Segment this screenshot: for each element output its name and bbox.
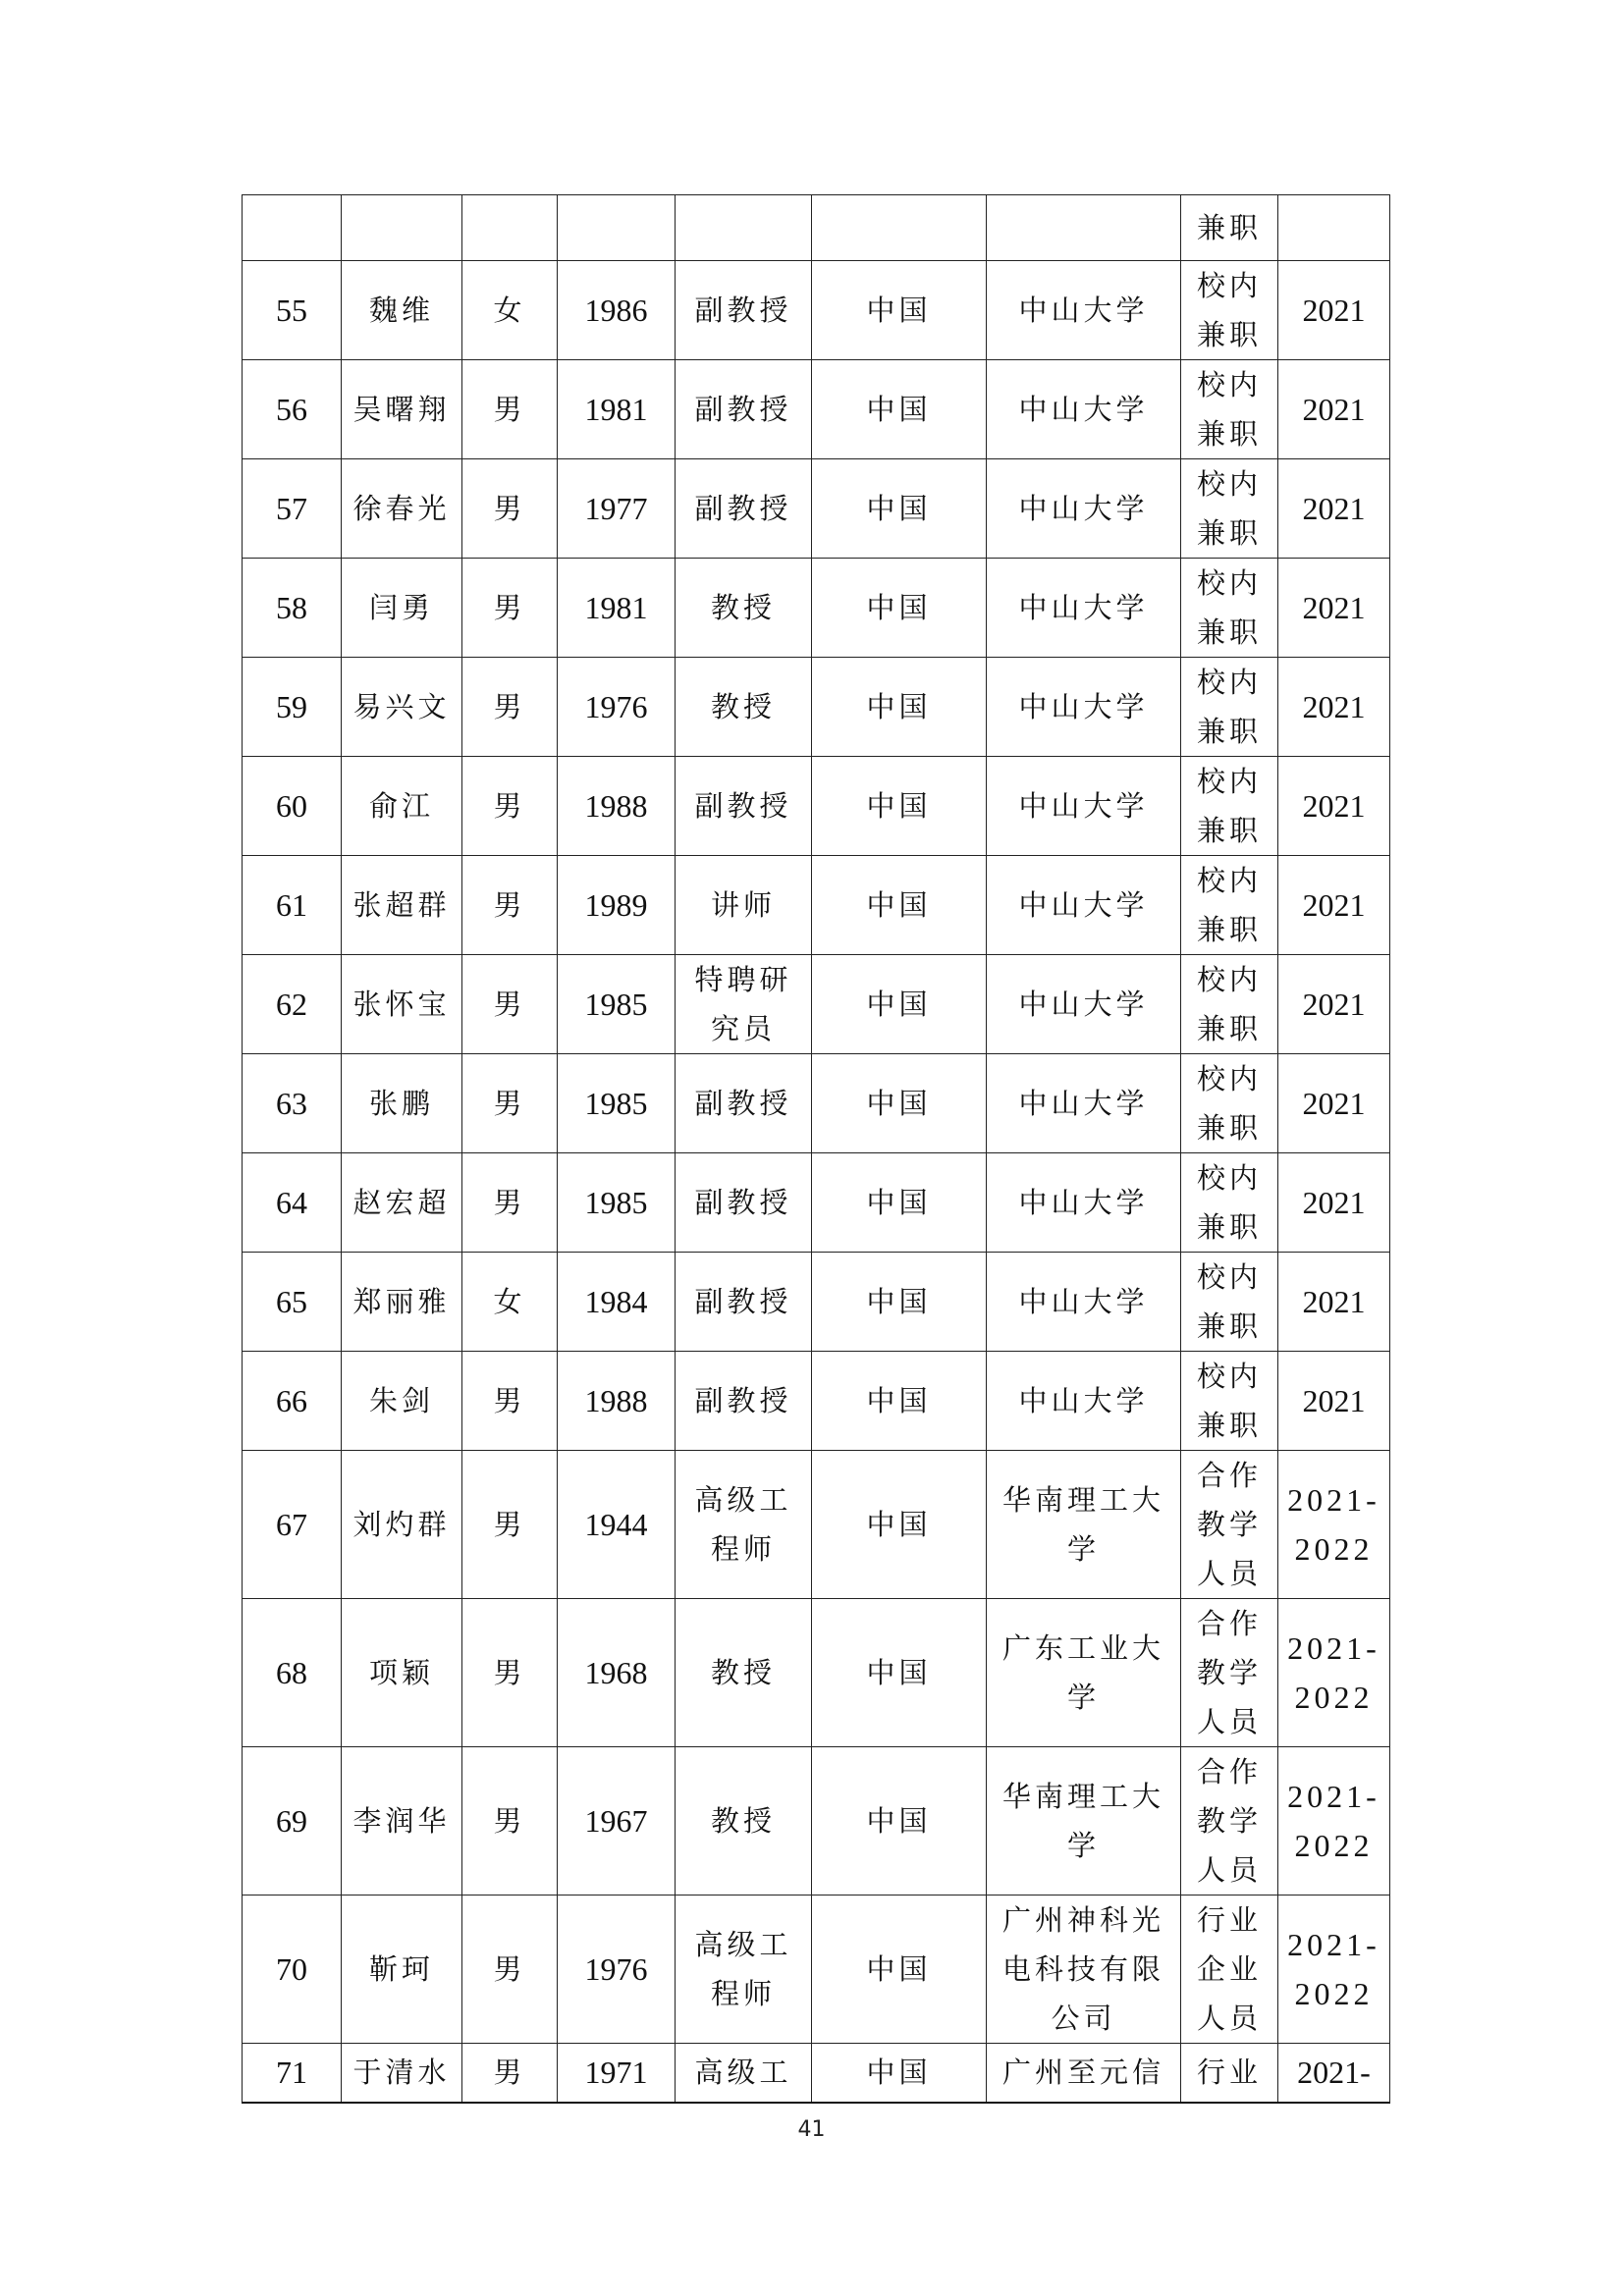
cell-carry-title xyxy=(676,195,812,261)
cell-period: 2021 xyxy=(1278,1153,1390,1253)
table-row xyxy=(243,1054,1390,1153)
cell-title: 高级工 xyxy=(676,2044,812,2103)
cell-country: 中国 xyxy=(812,658,987,757)
cell-year: 1985 xyxy=(558,955,676,1054)
cell-country: 中国 xyxy=(812,1253,987,1352)
cell-no: 71 xyxy=(243,2044,342,2103)
table-row xyxy=(243,1253,1390,1352)
cell-type: 合作 教学 人员 xyxy=(1181,1599,1278,1747)
table-row xyxy=(243,1896,1390,2044)
cell-org: 中山大学 xyxy=(987,955,1181,1054)
cell-carry-no xyxy=(243,195,342,261)
cell-org: 广东工业大 学 xyxy=(987,1599,1181,1747)
table-row xyxy=(243,658,1390,757)
cell-gender: 男 xyxy=(462,1747,558,1896)
cell-org: 中山大学 xyxy=(987,1352,1181,1451)
cell-title: 特聘研 究员 xyxy=(676,955,812,1054)
cell-country: 中国 xyxy=(812,1153,987,1253)
table-row xyxy=(243,559,1390,658)
cell-title: 高级工 程师 xyxy=(676,1896,812,2044)
cell-period: 2021 xyxy=(1278,757,1390,856)
cell-org: 中山大学 xyxy=(987,757,1181,856)
cell-year: 1985 xyxy=(558,1054,676,1153)
cell-title: 副教授 xyxy=(676,261,812,360)
cell-type: 校内 兼职 xyxy=(1181,856,1278,955)
cell-period: 2021 xyxy=(1278,856,1390,955)
cell-carry-name xyxy=(342,195,462,261)
cell-period: 2021 xyxy=(1278,1054,1390,1153)
cell-carry-period xyxy=(1278,195,1390,261)
table-row xyxy=(243,1352,1390,1451)
cell-type: 合作 教学 人员 xyxy=(1181,1747,1278,1896)
cell-gender: 男 xyxy=(462,757,558,856)
cell-type: 校内 兼职 xyxy=(1181,1352,1278,1451)
cell-name: 魏维 xyxy=(342,261,462,360)
table-row xyxy=(243,757,1390,856)
cell-country: 中国 xyxy=(812,1599,987,1747)
cell-period: 2021- 2022 xyxy=(1278,1599,1390,1747)
cell-carry-org xyxy=(987,195,1181,261)
cell-gender: 男 xyxy=(462,1153,558,1253)
cell-no: 62 xyxy=(243,955,342,1054)
cell-country: 中国 xyxy=(812,559,987,658)
cell-org: 中山大学 xyxy=(987,559,1181,658)
cell-period: 2021- 2022 xyxy=(1278,1896,1390,2044)
cell-type: 校内 兼职 xyxy=(1181,955,1278,1054)
cell-period: 2021 xyxy=(1278,559,1390,658)
cell-year: 1971 xyxy=(558,2044,676,2103)
cell-org: 中山大学 xyxy=(987,1054,1181,1153)
cell-gender: 男 xyxy=(462,955,558,1054)
cell-year: 1989 xyxy=(558,856,676,955)
cell-name: 张鹏 xyxy=(342,1054,462,1153)
cell-no: 55 xyxy=(243,261,342,360)
cell-year: 1977 xyxy=(558,459,676,559)
cell-name: 李润华 xyxy=(342,1747,462,1896)
cell-country: 中国 xyxy=(812,1352,987,1451)
cell-year: 1976 xyxy=(558,1896,676,2044)
cell-type: 校内 兼职 xyxy=(1181,658,1278,757)
cell-carry-gender xyxy=(462,195,558,261)
cell-title: 副教授 xyxy=(676,1352,812,1451)
cell-gender: 男 xyxy=(462,360,558,459)
cell-gender: 男 xyxy=(462,1599,558,1747)
table-row xyxy=(243,459,1390,559)
cell-title: 副教授 xyxy=(676,459,812,559)
cell-type: 合作 教学 人员 xyxy=(1181,1451,1278,1599)
cell-name: 徐春光 xyxy=(342,459,462,559)
cell-org: 中山大学 xyxy=(987,658,1181,757)
cell-period: 2021 xyxy=(1278,955,1390,1054)
cell-carry-country xyxy=(812,195,987,261)
cell-year: 1988 xyxy=(558,757,676,856)
cell-type: 校内 兼职 xyxy=(1181,559,1278,658)
cell-title: 副教授 xyxy=(676,1054,812,1153)
cell-name: 赵宏超 xyxy=(342,1153,462,1253)
table-row xyxy=(243,1747,1390,1896)
cell-no: 67 xyxy=(243,1451,342,1599)
cell-type: 校内 兼职 xyxy=(1181,757,1278,856)
cell-type: 校内 兼职 xyxy=(1181,1153,1278,1253)
cell-title: 教授 xyxy=(676,658,812,757)
cell-org: 中山大学 xyxy=(987,360,1181,459)
cell-year: 1988 xyxy=(558,1352,676,1451)
cell-name: 张超群 xyxy=(342,856,462,955)
cell-year: 1944 xyxy=(558,1451,676,1599)
cell-no: 65 xyxy=(243,1253,342,1352)
table-row xyxy=(243,360,1390,459)
cell-title: 副教授 xyxy=(676,1153,812,1253)
cell-gender: 男 xyxy=(462,2044,558,2103)
cell-name: 闫勇 xyxy=(342,559,462,658)
cell-period: 2021 xyxy=(1278,360,1390,459)
cell-name: 靳珂 xyxy=(342,1896,462,2044)
table-body xyxy=(243,195,1390,2103)
cell-gender: 男 xyxy=(462,559,558,658)
table-row xyxy=(243,1153,1390,1253)
staff-table xyxy=(242,194,1390,2104)
cell-org: 中山大学 xyxy=(987,856,1181,955)
cell-gender: 男 xyxy=(462,658,558,757)
cell-year: 1976 xyxy=(558,658,676,757)
cell-name: 张怀宝 xyxy=(342,955,462,1054)
cell-title: 高级工 程师 xyxy=(676,1451,812,1599)
cell-gender: 男 xyxy=(462,1896,558,2044)
cell-gender: 男 xyxy=(462,1352,558,1451)
page-number: 41 xyxy=(797,2117,826,2142)
cell-country: 中国 xyxy=(812,1896,987,2044)
cell-year: 1967 xyxy=(558,1747,676,1896)
cell-title: 教授 xyxy=(676,559,812,658)
cell-gender: 男 xyxy=(462,1451,558,1599)
cell-no: 58 xyxy=(243,559,342,658)
cell-name: 于清水 xyxy=(342,2044,462,2103)
cell-no: 56 xyxy=(243,360,342,459)
cell-org: 中山大学 xyxy=(987,1153,1181,1253)
cell-country: 中国 xyxy=(812,1747,987,1896)
cell-name: 郑丽雅 xyxy=(342,1253,462,1352)
cell-country: 中国 xyxy=(812,360,987,459)
cell-no: 70 xyxy=(243,1896,342,2044)
cell-title: 教授 xyxy=(676,1747,812,1896)
cell-gender: 女 xyxy=(462,1253,558,1352)
cell-no: 60 xyxy=(243,757,342,856)
cell-org: 华南理工大 学 xyxy=(987,1747,1181,1896)
cell-year: 1984 xyxy=(558,1253,676,1352)
cell-name: 俞江 xyxy=(342,757,462,856)
cell-gender: 男 xyxy=(462,856,558,955)
cell-type: 校内 兼职 xyxy=(1181,360,1278,459)
cell-country: 中国 xyxy=(812,856,987,955)
cell-period: 2021 xyxy=(1278,1253,1390,1352)
cell-org: 中山大学 xyxy=(987,459,1181,559)
cell-type: 校内 兼职 xyxy=(1181,459,1278,559)
cell-type: 校内 兼职 xyxy=(1181,261,1278,360)
cell-name: 朱剑 xyxy=(342,1352,462,1451)
cell-no: 59 xyxy=(243,658,342,757)
cell-org: 中山大学 xyxy=(987,261,1181,360)
cell-no: 64 xyxy=(243,1153,342,1253)
cell-title: 副教授 xyxy=(676,360,812,459)
cell-carry-type: 兼职 xyxy=(1181,195,1278,261)
cell-org: 中山大学 xyxy=(987,1253,1181,1352)
cell-period: 2021- 2022 xyxy=(1278,1451,1390,1599)
table-row xyxy=(243,856,1390,955)
cell-period: 2021 xyxy=(1278,261,1390,360)
cell-name: 刘灼群 xyxy=(342,1451,462,1599)
cell-year: 1986 xyxy=(558,261,676,360)
cell-country: 中国 xyxy=(812,261,987,360)
cell-country: 中国 xyxy=(812,459,987,559)
cell-year: 1985 xyxy=(558,1153,676,1253)
table-row xyxy=(243,1451,1390,1599)
cell-country: 中国 xyxy=(812,2044,987,2103)
cell-name: 易兴文 xyxy=(342,658,462,757)
cell-period: 2021 xyxy=(1278,459,1390,559)
cell-type: 校内 兼职 xyxy=(1181,1054,1278,1153)
cell-no: 69 xyxy=(243,1747,342,1896)
cell-org: 广州至元信 xyxy=(987,2044,1181,2103)
cell-title: 讲师 xyxy=(676,856,812,955)
cell-year: 1968 xyxy=(558,1599,676,1747)
cell-country: 中国 xyxy=(812,1054,987,1153)
cell-no: 57 xyxy=(243,459,342,559)
cell-period: 2021- xyxy=(1278,2044,1390,2103)
cell-no: 66 xyxy=(243,1352,342,1451)
cell-org: 华南理工大 学 xyxy=(987,1451,1181,1599)
table-row xyxy=(243,1599,1390,1747)
cell-gender: 女 xyxy=(462,261,558,360)
cell-no: 63 xyxy=(243,1054,342,1153)
cell-country: 中国 xyxy=(812,1451,987,1599)
cell-title: 副教授 xyxy=(676,757,812,856)
cell-period: 2021- 2022 xyxy=(1278,1747,1390,1896)
cell-period: 2021 xyxy=(1278,1352,1390,1451)
table-row-carry-over xyxy=(243,195,1390,261)
cell-type: 行业 企业 人员 xyxy=(1181,1896,1278,2044)
cell-type: 行业 xyxy=(1181,2044,1278,2103)
cell-type: 校内 兼职 xyxy=(1181,1253,1278,1352)
cell-year: 1981 xyxy=(558,360,676,459)
table-row xyxy=(243,261,1390,360)
cell-gender: 男 xyxy=(462,459,558,559)
cell-carry-year xyxy=(558,195,676,261)
cell-title: 教授 xyxy=(676,1599,812,1747)
cell-gender: 男 xyxy=(462,1054,558,1153)
cell-period: 2021 xyxy=(1278,658,1390,757)
cell-country: 中国 xyxy=(812,757,987,856)
cell-title: 副教授 xyxy=(676,1253,812,1352)
cell-country: 中国 xyxy=(812,955,987,1054)
cell-no: 61 xyxy=(243,856,342,955)
cell-org: 广州神科光 电科技有限 公司 xyxy=(987,1896,1181,2044)
cell-name: 项颖 xyxy=(342,1599,462,1747)
cell-no: 68 xyxy=(243,1599,342,1747)
table-row xyxy=(243,955,1390,1054)
cell-year: 1981 xyxy=(558,559,676,658)
table-row xyxy=(243,2044,1390,2103)
cell-name: 吴曙翔 xyxy=(342,360,462,459)
